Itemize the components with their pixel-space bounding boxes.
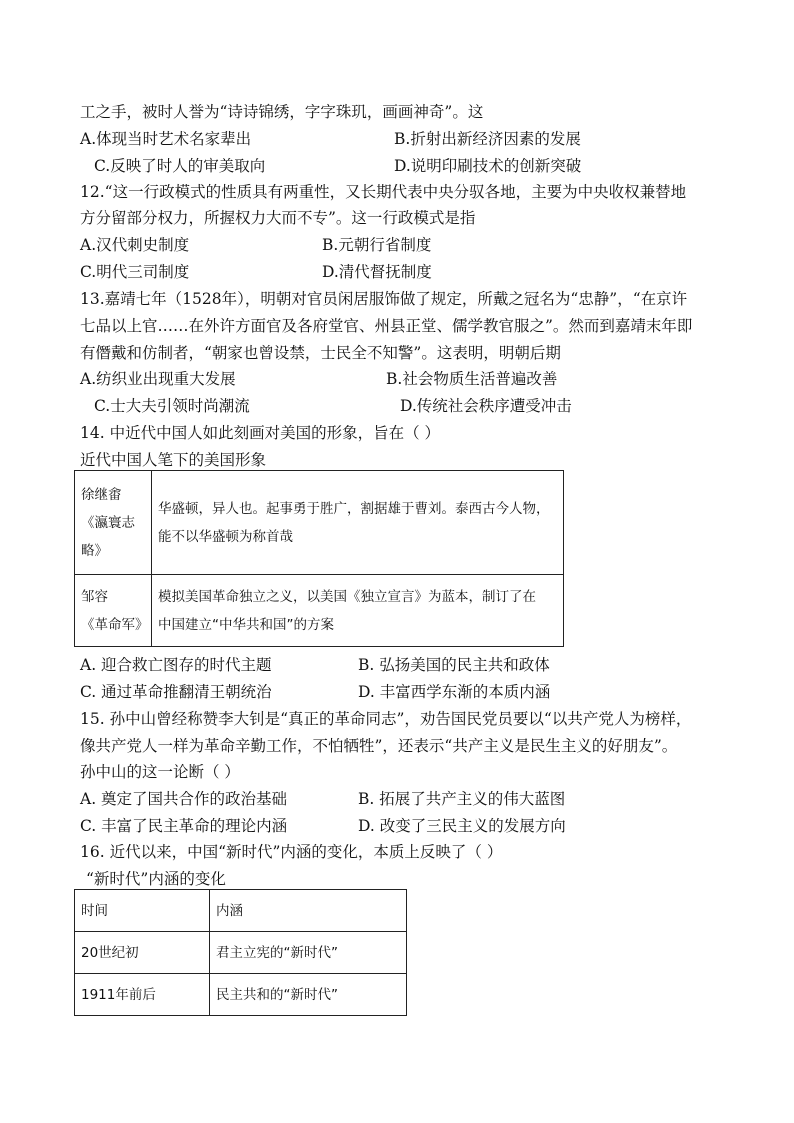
q16-table-caption: “新时代”内涵的变化 xyxy=(86,870,226,888)
author-line: 略》 xyxy=(81,542,108,559)
q16-cell-time: 1911年前后 xyxy=(75,974,210,1016)
q12-option-d: D.清代督抚制度 xyxy=(322,263,432,281)
table-row xyxy=(75,471,564,575)
q16-cell-meaning: 君主立宪的“新时代” xyxy=(210,932,407,974)
q14-stem: 14. 中近代中国人如此刻画对美国的形象，旨在（ ） xyxy=(80,424,441,442)
q16-cell-time: 20世纪初 xyxy=(75,932,210,974)
q14-option-a: A. 迎合救亡图存的时代主题 xyxy=(80,656,272,674)
q11-option-d: D.说明印刷技术的创新突破 xyxy=(394,157,582,175)
q13-option-b: B.社会物质生活普遍改善 xyxy=(386,370,558,388)
q14-author-cell xyxy=(75,471,152,575)
q13-option-a: A.纺织业出现重大发展 xyxy=(80,370,236,388)
table-row xyxy=(75,575,564,647)
q14-content-cell xyxy=(152,471,564,575)
q13-option-c: C.士大夫引领时尚潮流 xyxy=(94,397,250,415)
q14-table xyxy=(74,470,564,647)
q14-table-caption: 近代中国人笔下的美国形象 xyxy=(80,451,267,469)
q12-stem-line2: 方分留部分权力，所握权力大而不专”。这一行政模式是指 xyxy=(80,209,476,227)
content-line: 能不以华盛顿为称首哉 xyxy=(158,528,293,545)
table-row xyxy=(75,974,407,1016)
q15-stem-line2: 像共产党人一样为革命辛勤工作，不怕牺牲”，还表示“共产主义是民生主义的好朋友”。 xyxy=(80,737,678,755)
q14-option-c: C. 通过革命推翻清王朝统治 xyxy=(80,683,272,701)
q14-content-cell xyxy=(152,575,564,647)
q15-option-a: A. 奠定了国共合作的政治基础 xyxy=(80,790,288,808)
q15-option-b: B. 拓展了共产主义的伟大蓝图 xyxy=(358,790,566,808)
q16-table xyxy=(74,889,407,1016)
author-line: 邹容 xyxy=(81,588,108,605)
q15-stem-line3: 孙中山的这一论断（ ） xyxy=(80,763,240,781)
q14-author-cell xyxy=(75,575,152,647)
q12-stem-line1: 12.“这一行政模式的性质具有两重性，又长期代表中央分驭各地，主要为中央收权兼替地 xyxy=(80,183,687,201)
content-line: 中国建立“中华共和国”的方案 xyxy=(158,616,334,633)
q13-stem-line3: 有僭戴和仿制者，“朝家也曾设禁，士民全不知警”。这表明，明朝后期 xyxy=(80,344,561,362)
q12-option-c: C.明代三司制度 xyxy=(80,263,190,281)
content-line: 华盛顿，异人也。起事勇于胜广，割据雄于曹刘。泰西古今人物， xyxy=(158,500,550,517)
q16-header-meaning: 内涵 xyxy=(210,890,407,932)
q16-stem: 16. 近代以来，中国“新时代”内涵的变化，本质上反映了（ ） xyxy=(80,843,503,861)
q11-option-a: A.体现当时艺术名家辈出 xyxy=(80,130,252,148)
q15-stem-line1: 15. 孙中山曾经称赞李大钊是“真正的革命同志”，劝告国民党员要以“以共产党人为榜样， xyxy=(80,710,692,728)
content-line: 模拟美国革命独立之义，以美国《独立宣言》为蓝本，制订了在 xyxy=(158,588,536,605)
author-line: 徐继畬 xyxy=(81,486,122,503)
author-line: 《瀛寰志 xyxy=(81,514,135,531)
table-row xyxy=(75,890,407,932)
q15-option-c: C. 丰富了民主革命的理论内涵 xyxy=(80,817,288,835)
q11-stem-tail: 工之手，被时人誉为“诗诗锦绣，字字珠玑，画画神奇”。这 xyxy=(80,103,484,121)
q14-option-b: B. 弘扬美国的民主共和政体 xyxy=(358,656,550,674)
q13-stem-line1: 13.嘉靖七年（1528年），明朝对官员闲居服饰做了规定，所戴之冠名为“忠静”，“在京许 xyxy=(80,290,688,308)
q15-option-d: D. 改变了三民主义的发展方向 xyxy=(358,817,566,835)
q11-option-b: B.折射出新经济因素的发展 xyxy=(394,130,581,148)
q13-option-d: D.传统社会秩序遭受冲击 xyxy=(400,397,572,415)
table-row xyxy=(75,932,407,974)
q14-option-d: D. 丰富西学东渐的本质内涵 xyxy=(358,683,551,701)
q16-header-time: 时间 xyxy=(75,890,210,932)
q12-option-a: A.汉代刺史制度 xyxy=(80,236,190,254)
q11-option-c: C.反映了时人的审美取向 xyxy=(94,157,266,175)
q13-stem-line2: 七品以上官……在外许方面官及各府堂官、州县正堂、儒学教官服之”。然而到嘉靖末年即 xyxy=(80,317,693,335)
q16-cell-meaning: 民主共和的“新时代” xyxy=(210,974,407,1016)
author-line: 《革命军》 xyxy=(81,616,149,633)
q12-option-b: B.元朝行省制度 xyxy=(322,236,432,254)
